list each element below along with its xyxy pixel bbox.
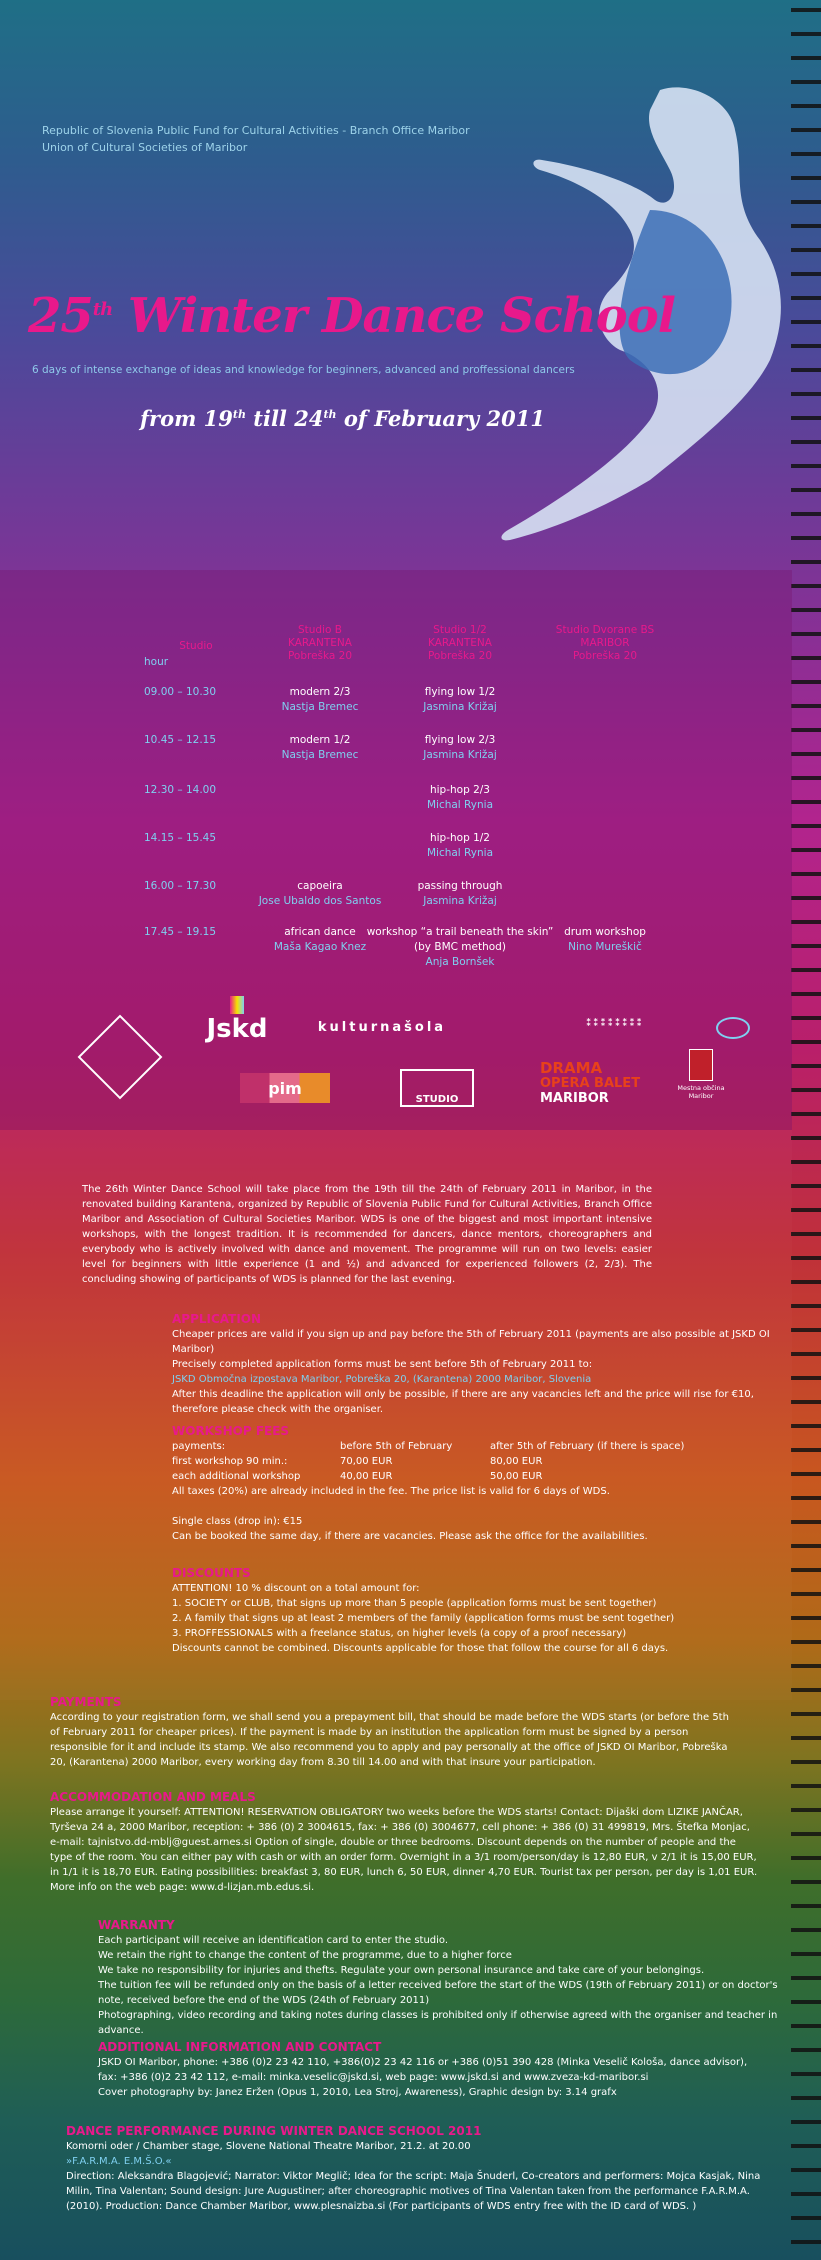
col-studio-a (250, 624, 390, 663)
fees-r1-before: 70,00 EUR (340, 1456, 393, 1467)
maribor-text: MARIBOR (540, 1091, 609, 1106)
col-studio-c (540, 624, 670, 663)
schedule-a-class: modern 1/2 (289, 734, 351, 746)
warranty-line-2: We retain the right to change the content of the programme, due to a higher force (98, 1950, 512, 1961)
schedule-b-class: flying low 1/2 (424, 686, 496, 698)
fees-h3: after 5th of February (if there is space) (490, 1441, 685, 1452)
fees-r2-label: each additional workshop (172, 1471, 301, 1482)
warranty-line-4: The tuition fee will be refunded only on the basis of a letter received before the start of the WDS (19th of February 2011) or on doctor's note, received before the end of the WDS (24th of February 2011) (98, 1980, 778, 2006)
pim-text: pim (268, 1078, 302, 1098)
ministry-logo: ⁑⁑⁑⁑⁑⁑⁑⁑ (586, 1017, 644, 1029)
schedule-a-class: african dance (284, 926, 356, 938)
fees-tax: All taxes (20%) are already included in the fee. The price list is valid for 6 days of WDS. (172, 1486, 610, 1497)
fees-h2: before 5th of February (340, 1441, 453, 1452)
fees-r1-label: first workshop 90 min.: (172, 1456, 288, 1467)
pim-logo (240, 1073, 330, 1103)
schedule-b-class: workshop “a trail beneath the skin” (366, 926, 554, 938)
jskd-text: Jskd (206, 1014, 268, 1044)
schedule-time: 16.00 – 17.30 (144, 880, 217, 892)
fees-section (172, 1424, 772, 1544)
discounts-line-2: 1. SOCIETY or CLUB, that signs up more than 5 people (application forms must be sent together) (172, 1598, 657, 1609)
col-c-line2: MARIBOR (580, 637, 630, 649)
discounts-section (172, 1566, 772, 1656)
fees-single: Single class (drop in): €15 (172, 1516, 303, 1527)
title-number: 25 (28, 288, 93, 344)
col-c-line1: Studio Dvorane BS (555, 624, 655, 636)
warranty-line-3: We take no responsibility for injuries and thefts. Regulate your own personal insurance and take care of your belongings. (98, 1965, 705, 1976)
fees-header (172, 1439, 772, 1454)
schedule-time: 10.45 – 12.15 (144, 734, 217, 746)
subtitle: 6 days of intense exchange of ideas and knowledge for beginners, advanced and proffessional dancers (32, 364, 575, 376)
performance-line-3: Direction: Aleksandra Blagojević; Narrator: Viktor Meglič; Idea for the script: Maja Šnuderl, Co-creators and performers: Mojca Kasjak, Nina Milin, Tina Valentan; Sound design: Jure Augustiner; after choreographic motives of Tina Valentan taken from the performance F.A.R.M.A. (2010). Production: Dance Chamber Maribor, www.plesnaizba.si (For participants of WDS entry free with the ID card of WDS. ) (66, 2171, 761, 2212)
application-line-2: Precisely completed application forms must be sent before 5th of February 2011 to: (172, 1359, 593, 1370)
page-title (28, 288, 675, 344)
discounts-line-1: ATTENTION! 10 % discount on a total amount for: (172, 1583, 420, 1594)
schedule-c-teacher: Nino Mureškič (568, 941, 642, 953)
contact-line-3: Cover photography by: Janez Eržen (Opus 1, 2010, Lea Stroj, Awareness), Graphic design by: 3.14 grafx (98, 2087, 617, 2098)
intro-text: The 26th Winter Dance School will take place from the 19th till the 24th of February 2011 in Maribor, in the renovated building Karantena, organized by Republic of Slovenia Public Fund for Cultural Activities, Branch Office Maribor and Association of Cultural Societies Maribor. WDS is one of the biggest and most important intensive workshops, with the longest tradition. It is recommended for dancers, dance mentors, choreographers and everybody who is actively involved with dance and movement. The programme will run on two levels: easier level for beginners with little experience (1 and ½) and advanced for experienced followers (2, 2/3). The concluding showing of participants of WDS is planned for the last evening. (82, 1184, 652, 1285)
contact-line-1: JSKD OI Maribor, phone: +386 (0)2 23 42 110, +386(0)2 23 42 116 or +386 (0)51 390 428 (Minka Veselič Kološa, dance advisor), (98, 2057, 748, 2068)
dates-from: from 19 (140, 406, 233, 431)
jskd-logo (202, 995, 272, 1045)
warranty-section (98, 1918, 788, 2038)
sponsor-logos (80, 985, 760, 1115)
dates-line (140, 406, 545, 431)
discounts-line-4: 3. PROFFESSIONALS with a freelance status, on higher levels (a copy of a proof necessary) (172, 1628, 627, 1639)
schedule-b-class: flying low 2/3 (424, 734, 496, 746)
fees-booked: Can be booked the same day, if there are vacancies. Please ask the office for the availabilities. (172, 1531, 648, 1542)
schedule-b-teacher: Michal Rynia (426, 847, 494, 859)
warranty-line-5: Photographing, video recording and taking notes during classes is prohibited only if otherwise agreed with the organiser and teacher in advance. (98, 2010, 778, 2036)
kultura-logo (302, 1007, 462, 1047)
col-b-line2: KARANTENA (428, 637, 492, 649)
dates-rest: of February 2011 (336, 406, 545, 431)
schedule-a-class: modern 2/3 (289, 686, 351, 698)
dates-till-sup: th (323, 408, 337, 421)
schedule-b-teacher: Jasmina Križaj (423, 749, 497, 761)
col-hour: hour (144, 656, 169, 668)
schedule-b-class: hip-hop 2/3 (429, 784, 490, 796)
schedule-b-teacher: Jasmina Križaj (423, 895, 497, 907)
dates-from-sup: th (232, 408, 246, 421)
accommodation-section (50, 1790, 760, 1895)
application-line-1: Cheaper prices are valid if you sign up and pay before the 5th of February 2011 (payments are also possible at JSKD OI Maribor) (172, 1329, 770, 1355)
discounts-line-5: Discounts cannot be combined. Discounts applicable for those that follow the course for all 6 days. (172, 1643, 669, 1654)
application-address: JSKD Območna izpostava Maribor, Pobreška 20, (Karantena) 2000 Maribor, Slovenia (172, 1374, 592, 1385)
schedule-b-class: passing through (417, 880, 503, 892)
payments-title: PAYMENTS (50, 1695, 122, 1709)
studio-logo (400, 1069, 474, 1107)
accommodation-title: ACCOMMODATION AND MEALS (50, 1790, 256, 1804)
wds-badge-logo (78, 1015, 163, 1100)
schedule-a-teacher: Nastja Bremec (281, 749, 359, 761)
partner-circle-icon (716, 1017, 750, 1039)
discounts-line-3: 2. A family that signs up at least 2 members of the family (application forms must be sent together) (172, 1613, 675, 1624)
application-line-4: After this deadline the application will only be possible, if there are any vacancies left and the price will rise for €10, therefore please check with the organiser. (172, 1389, 754, 1415)
schedule-time: 12.30 – 14.00 (144, 784, 217, 796)
schedule-a-teacher: Nastja Bremec (281, 701, 359, 713)
schedule-b-teacher: Jasmina Križaj (423, 701, 497, 713)
schedule-time: 17.45 – 19.15 (144, 926, 217, 938)
performance-line-1: Komorni oder / Chamber stage, Slovene National Theatre Maribor, 21.2. at 20.00 (66, 2141, 471, 2152)
contact-line-2: fax: +386 (0)2 23 42 112, e-mail: minka.veselic@jskd.si, web page: www.jskd.si and www.zveza-kd-maribor.si (98, 2072, 649, 2083)
schedule-c-class: drum workshop (564, 926, 646, 938)
fees-r1-after: 80,00 EUR (490, 1456, 543, 1467)
schedule-b-class-2: (by BMC method) (414, 941, 506, 953)
kultura-text: kulturnašola (317, 1019, 447, 1035)
mestna-logo (666, 1049, 736, 1100)
col-b-line3: Pobreška 20 (427, 650, 493, 662)
fees-row-1 (172, 1454, 772, 1469)
performance-title: DANCE PERFORMANCE DURING WINTER DANCE SCHOOL 2011 (66, 2124, 482, 2138)
coat-of-arms-icon (689, 1049, 713, 1081)
contact-title: ADDITIONAL INFORMATION AND CONTACT (98, 2040, 382, 2054)
col-b-line1: Studio 1/2 (433, 624, 487, 636)
schedule-a-teacher: Maša Kagao Knez (273, 941, 367, 953)
contact-section (98, 2040, 788, 2100)
col-a-line2: KARANTENA (288, 637, 352, 649)
studio-text: STUDIO (415, 1094, 459, 1105)
schedule-b-teacher: Anja Bornšek (425, 956, 495, 968)
dates-till: till 24 (245, 406, 324, 431)
title-sup: th (92, 299, 113, 320)
fees-r2-after: 50,00 EUR (490, 1471, 543, 1482)
schedule-b-teacher: Michal Rynia (426, 799, 494, 811)
schedule-b-class: hip-hop 1/2 (429, 832, 490, 844)
fees-row-2 (172, 1469, 772, 1484)
col-a-line3: Pobreška 20 (287, 650, 353, 662)
col-studio-b (390, 624, 530, 663)
mestna-text: Mestna občina Maribor (677, 1084, 725, 1100)
application-section (172, 1312, 772, 1417)
title-text: Winter Dance School (127, 288, 675, 344)
fees-title: WORKSHOP FEES (172, 1424, 290, 1438)
payments-text: According to your registration form, we shall send you a prepayment bill, that should be made before the WDS starts (or before the 5th of February 2011 for cheaper prices). If the payment is made by an institution the application form must be signed by a person responsible for it and include its stamp. We also recommend you to apply and pay personally at the office of JSKD OI Maribor, Pobreška 20, (Karantena) 2000 Maribor, every working day from 8.30 till 14.00 and with that insure your participation. (50, 1712, 729, 1768)
snt-maribor-logo (540, 1061, 650, 1106)
organizer-block (42, 122, 470, 156)
warranty-title: WARRANTY (98, 1918, 175, 1932)
application-title: APPLICATION (172, 1312, 262, 1326)
warranty-line-1: Each participant will receive an identification card to enter the studio. (98, 1935, 449, 1946)
organizer-line-1: Republic of Slovenia Public Fund for Cultural Activities - Branch Office Maribor (42, 124, 470, 137)
schedule-time: 14.15 – 15.45 (144, 832, 217, 844)
col-c-line3: Pobreška 20 (572, 650, 638, 662)
opera-text: OPERA BALET (540, 1076, 641, 1091)
discounts-title: DISCOUNTS (172, 1566, 251, 1580)
col-studio: Studio (179, 640, 213, 652)
schedule-a-class: capoeira (297, 880, 343, 892)
accommodation-text: Please arrange it yourself: ATTENTION! RESERVATION OBLIGATORY two weeks before the WDS starts! Contact: Dijaški dom LIZIKE JANČAR, Tyrševa 24 a, 2000 Maribor, reception: + 386 (0) 2 3004615, fax: + 386 (0) 3004677, cell phone: + 386 (0) 31 499819, Mrs. Štefka Monjac, e-mail: tajnistvo.dd-mblj@guest.arnes.si Option of single, double or three bedrooms. Discount depends on the number of people and the type of the room. You can either pay with cash or with an order form. Overnight in a 3/1 room/person/day is 12,80 EUR, v 2/1 it is 15,00 EUR, in 1/1 it is 18,70 EUR. Eating possibilities: breakfast 3, 80 EUR, lunch 6, 50 EUR, dinner 4,70 EUR. Tourist tax per person, per day is 1,01 EUR. More info on the web page: www.d-lizjan.mb.edus.si. (50, 1807, 758, 1893)
performance-section (66, 2124, 786, 2214)
drama-text: DRAMA (540, 1059, 603, 1077)
fees-h1: payments: (172, 1441, 226, 1452)
performance-line-2: »F.A.R.M.A. E.M.Š.O.« (66, 2156, 172, 2167)
col-a-line1: Studio B (298, 624, 342, 636)
payments-section (50, 1695, 730, 1770)
schedule-time: 09.00 – 10.30 (144, 686, 217, 698)
organizer-line-2: Union of Cultural Societies of Maribor (42, 141, 248, 154)
fees-r2-before: 40,00 EUR (340, 1471, 393, 1482)
schedule-a-teacher: Jose Ubaldo dos Santos (258, 895, 382, 907)
